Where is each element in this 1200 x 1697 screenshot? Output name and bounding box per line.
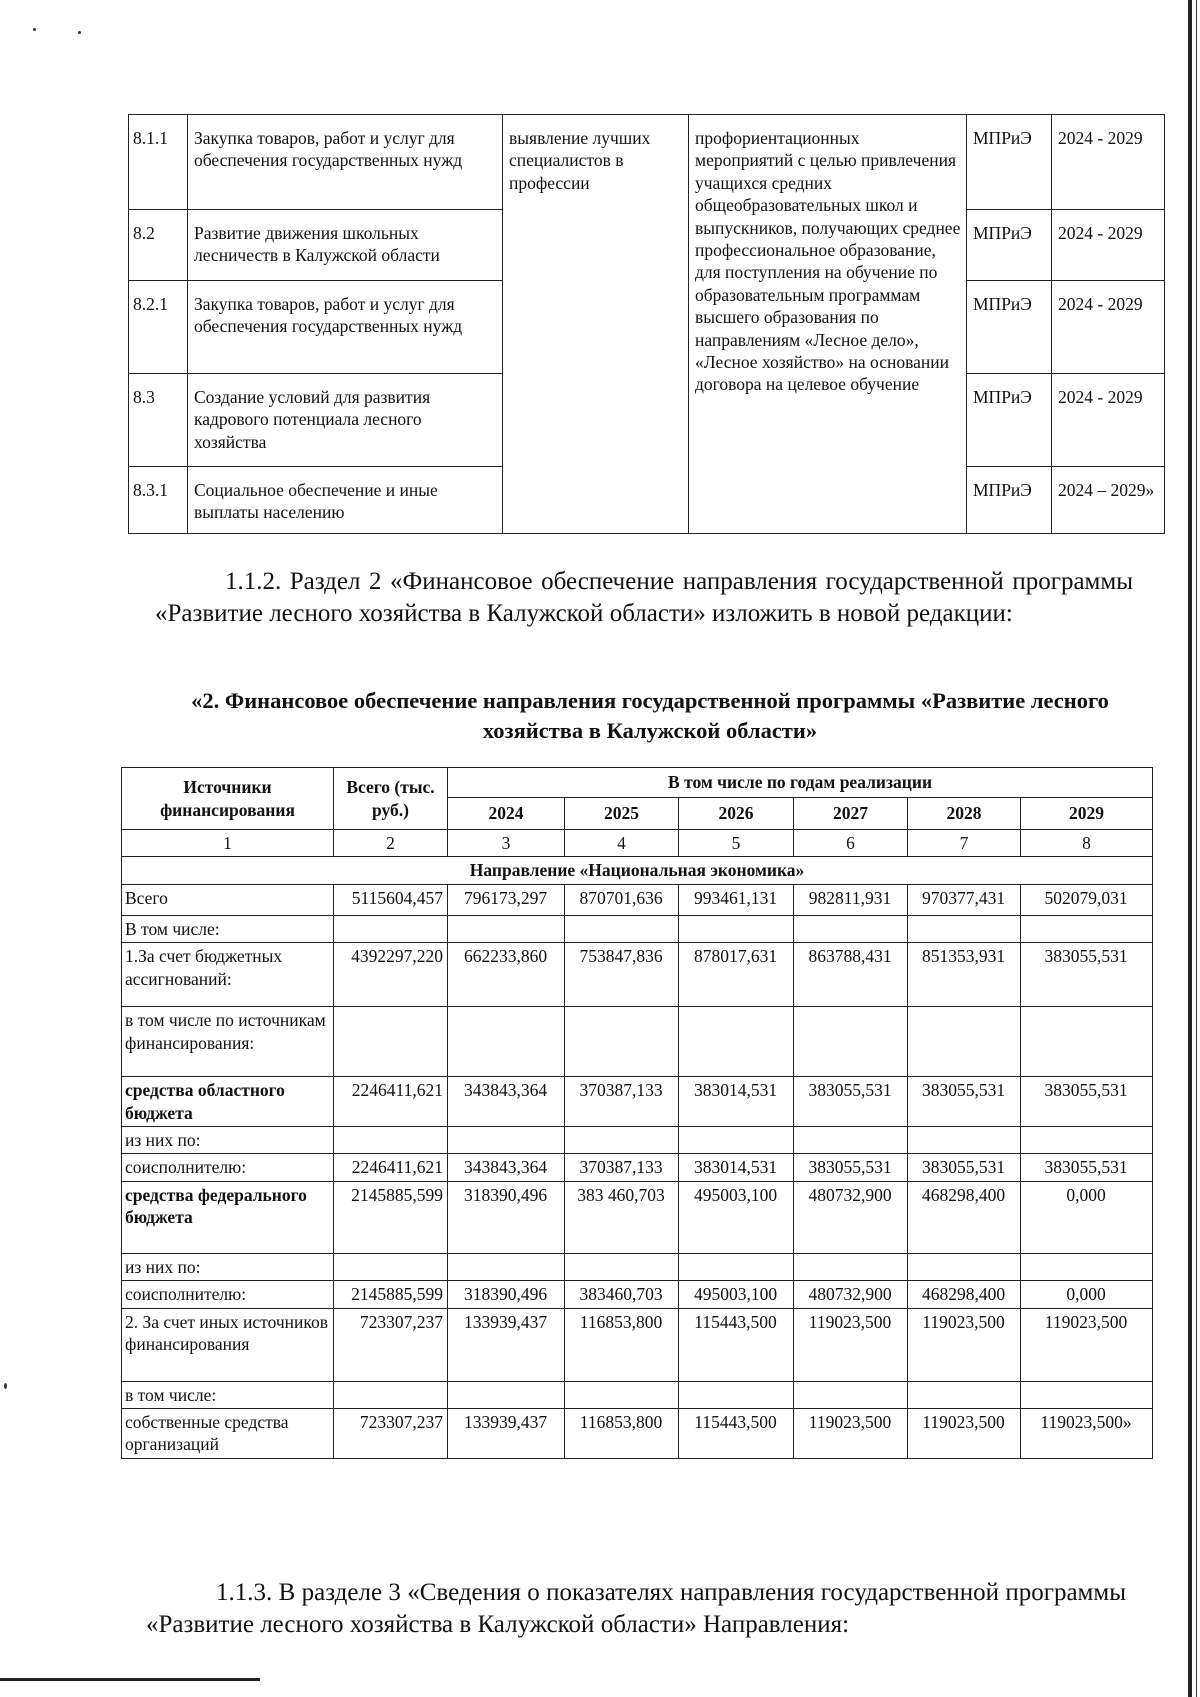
row-value [679, 1007, 794, 1077]
financing-table [121, 767, 1153, 1459]
scan-edge-line [1196, 0, 1198, 1697]
row-value [1021, 1126, 1153, 1153]
row-label: 2. За счет иных источников финансирования [122, 1308, 334, 1381]
row-value [334, 1126, 448, 1153]
row-value: 119023,500 [1021, 1308, 1153, 1381]
row-value: 0,000 [1021, 1281, 1153, 1308]
row-value: 383460,703 [565, 1281, 679, 1308]
row-value [794, 915, 908, 942]
row-value: 115443,500 [679, 1408, 794, 1458]
row-value [448, 1253, 565, 1280]
row-value [908, 915, 1021, 942]
row-value: 133939,437 [448, 1308, 565, 1381]
row-value: 662233,860 [448, 943, 565, 1007]
column-number: 7 [908, 830, 1021, 857]
activity-number: 8.2.1 [129, 281, 188, 374]
row-value: 370387,133 [565, 1154, 679, 1181]
table-row [122, 1154, 1153, 1181]
row-value [334, 915, 448, 942]
header-year: 2028 [908, 798, 1021, 830]
column-number: 2 [334, 830, 448, 857]
row-value: 383055,531 [794, 1077, 908, 1127]
section-row: Направление «Национальная экономика» [122, 857, 1153, 884]
row-value: 495003,100 [679, 1181, 794, 1253]
row-value: 119023,500» [1021, 1408, 1153, 1458]
activity-number: 8.2 [129, 210, 188, 281]
row-value [679, 915, 794, 942]
table-row [122, 1408, 1153, 1458]
row-value: 993461,131 [679, 884, 794, 915]
scan-speck [4, 1383, 7, 1389]
row-label: из них по: [122, 1126, 334, 1153]
row-value [334, 1253, 448, 1280]
row-label: в том числе по источникам финансирования: [122, 1007, 334, 1077]
row-label: из них по: [122, 1253, 334, 1280]
row-value [334, 1007, 448, 1077]
row-value: 870701,636 [565, 884, 679, 915]
table-row [122, 1253, 1153, 1280]
row-value [448, 1126, 565, 1153]
header-year: 2026 [679, 798, 794, 830]
row-label: средства областного бюджета [122, 1077, 334, 1127]
row-value: 119023,500 [908, 1308, 1021, 1381]
row-value [908, 1126, 1021, 1153]
table-row [122, 1007, 1153, 1077]
activity-executor: МПРиЭ [967, 374, 1052, 467]
row-value [565, 1253, 679, 1280]
row-label: средства федерального бюджета [122, 1181, 334, 1253]
table-row [122, 1181, 1153, 1253]
activity-executor: МПРиЭ [967, 115, 1052, 210]
column-number: 8 [1021, 830, 1153, 857]
row-value [794, 1007, 908, 1077]
table-row [122, 884, 1153, 915]
table-row [122, 1126, 1153, 1153]
table-row [122, 1077, 1153, 1127]
row-value [794, 1253, 908, 1280]
paragraph-1-1-3: 1.1.3. В разделе 3 «Сведения о показателях направления государственной программы «Развитие лесного хозяйства в Калужской области» Направления: [146, 1579, 1126, 1638]
row-value [565, 1007, 679, 1077]
scan-speck [33, 28, 36, 31]
row-value: 119023,500 [794, 1408, 908, 1458]
section-heading: «2. Финансовое обеспечение направления государственной программы «Развитие лесного хозяйства в Калужской области» [191, 688, 1109, 743]
activity-period: 2024 – 2029» [1052, 467, 1165, 534]
row-value: 133939,437 [448, 1408, 565, 1458]
activity-executor: МПРиЭ [967, 467, 1052, 534]
row-value: 383055,531 [794, 1154, 908, 1181]
row-value: 383055,531 [908, 1077, 1021, 1127]
row-value: 343843,364 [448, 1154, 565, 1181]
column-number: 6 [794, 830, 908, 857]
row-value [794, 1381, 908, 1408]
row-value: 383 460,703 [565, 1181, 679, 1253]
activity-goal: выявление лучших специалистов в профессии [503, 115, 689, 534]
row-value: 878017,631 [679, 943, 794, 1007]
table-row [122, 1308, 1153, 1381]
row-value: 2246411,621 [334, 1077, 448, 1127]
row-value: 0,000 [1021, 1181, 1153, 1253]
row-value [448, 915, 565, 942]
row-value: 468298,400 [908, 1181, 1021, 1253]
activity-name: Создание условий для развития кадрового потенциала лесного хозяйства [188, 374, 503, 467]
row-value: 383014,531 [679, 1154, 794, 1181]
row-value [1021, 915, 1153, 942]
row-value: 468298,400 [908, 1281, 1021, 1308]
row-value: 723307,237 [334, 1308, 448, 1381]
row-value: 5115604,457 [334, 884, 448, 915]
row-value: 863788,431 [794, 943, 908, 1007]
activity-executor: МПРиЭ [967, 281, 1052, 374]
row-value: 4392297,220 [334, 943, 448, 1007]
row-value [908, 1007, 1021, 1077]
row-value: 318390,496 [448, 1181, 565, 1253]
row-value [448, 1381, 565, 1408]
row-value: 982811,931 [794, 884, 908, 915]
paragraph-1-1-2: 1.1.2. Раздел 2 «Финансовое обеспечение направления государственной программы «Развитие лесного хозяйства в Калужской области» изложить в новой редакции: [155, 568, 1133, 627]
activity-executor: МПРиЭ [967, 210, 1052, 281]
row-value [679, 1381, 794, 1408]
column-number: 4 [565, 830, 679, 857]
activity-number: 8.3.1 [129, 467, 188, 534]
row-value [1021, 1381, 1153, 1408]
row-value: 383055,531 [1021, 943, 1153, 1007]
table-row [122, 915, 1153, 942]
row-value: 383055,531 [908, 1154, 1021, 1181]
activity-name: Закупка товаров, работ и услуг для обеспечения государственных нужд [188, 281, 503, 374]
row-value: 2145885,599 [334, 1181, 448, 1253]
activity-name: Развитие движения школьных лесничеств в Калужской области [188, 210, 503, 281]
row-label: Всего [122, 884, 334, 915]
scan-speck [78, 31, 81, 34]
row-value: 851353,931 [908, 943, 1021, 1007]
row-value: 383014,531 [679, 1077, 794, 1127]
row-label: в том числе: [122, 1381, 334, 1408]
row-value: 116853,800 [565, 1408, 679, 1458]
column-number: 1 [122, 830, 334, 857]
row-label: В том числе: [122, 915, 334, 942]
row-value: 370387,133 [565, 1077, 679, 1127]
row-value [679, 1253, 794, 1280]
row-value: 119023,500 [794, 1308, 908, 1381]
row-value [679, 1126, 794, 1153]
row-value: 480732,900 [794, 1181, 908, 1253]
header-year: 2029 [1021, 798, 1153, 830]
header-source: Источники финансирования [122, 768, 334, 830]
row-label: соисполнителю: [122, 1281, 334, 1308]
row-value [565, 1381, 679, 1408]
row-value: 480732,900 [794, 1281, 908, 1308]
row-value: 753847,836 [565, 943, 679, 1007]
row-value: 343843,364 [448, 1077, 565, 1127]
row-value [908, 1381, 1021, 1408]
header-years-group: В том числе по годам реализации [448, 768, 1153, 798]
row-value: 723307,237 [334, 1408, 448, 1458]
table-row [122, 943, 1153, 1007]
activities-table [128, 114, 1165, 534]
row-value [1021, 1253, 1153, 1280]
activity-name: Закупка товаров, работ и услуг для обеспечения государственных нужд [188, 115, 503, 210]
row-value [565, 915, 679, 942]
row-value: 970377,431 [908, 884, 1021, 915]
row-value: 796173,297 [448, 884, 565, 915]
row-label: 1.За счет бюджетных ассигнований: [122, 943, 334, 1007]
scan-edge-line [1188, 0, 1192, 1697]
row-value: 318390,496 [448, 1281, 565, 1308]
row-value: 2246411,621 [334, 1154, 448, 1181]
activity-period: 2024 - 2029 [1052, 210, 1165, 281]
row-value [908, 1253, 1021, 1280]
row-value [1021, 1007, 1153, 1077]
activity-name: Социальное обеспечение и иные выплаты населению [188, 467, 503, 534]
row-value: 116853,800 [565, 1308, 679, 1381]
activity-number: 8.1.1 [129, 115, 188, 210]
row-label: собственные средства организаций [122, 1408, 334, 1458]
row-value: 115443,500 [679, 1308, 794, 1381]
row-value: 502079,031 [1021, 884, 1153, 915]
row-value: 495003,100 [679, 1281, 794, 1308]
row-value [334, 1381, 448, 1408]
activity-period: 2024 - 2029 [1052, 374, 1165, 467]
header-year: 2025 [565, 798, 679, 830]
activity-measures: профориентационных мероприятий с целью привлечения учащихся средних общеобразовательных школ и выпускников, получающих среднее профессиональное образование, для поступления на обучение по образовательным программам высшего образования по направлениям «Лесное дело», «Лесное хозяйство» на основании договора на целевое обучение [689, 115, 967, 534]
row-value: 2145885,599 [334, 1281, 448, 1308]
column-number: 5 [679, 830, 794, 857]
header-year: 2027 [794, 798, 908, 830]
column-number: 3 [448, 830, 565, 857]
activity-number: 8.3 [129, 374, 188, 467]
row-label: соисполнителю: [122, 1154, 334, 1181]
table-row [122, 1281, 1153, 1308]
row-value [794, 1126, 908, 1153]
activity-period: 2024 - 2029 [1052, 281, 1165, 374]
row-value: 383055,531 [1021, 1077, 1153, 1127]
header-total: Всего (тыс. руб.) [334, 768, 448, 830]
table-row [122, 1381, 1153, 1408]
header-year: 2024 [448, 798, 565, 830]
row-value [565, 1126, 679, 1153]
activity-period: 2024 - 2029 [1052, 115, 1165, 210]
scan-edge-line [0, 1678, 260, 1681]
row-value: 383055,531 [1021, 1154, 1153, 1181]
row-value [448, 1007, 565, 1077]
row-value: 119023,500 [908, 1408, 1021, 1458]
